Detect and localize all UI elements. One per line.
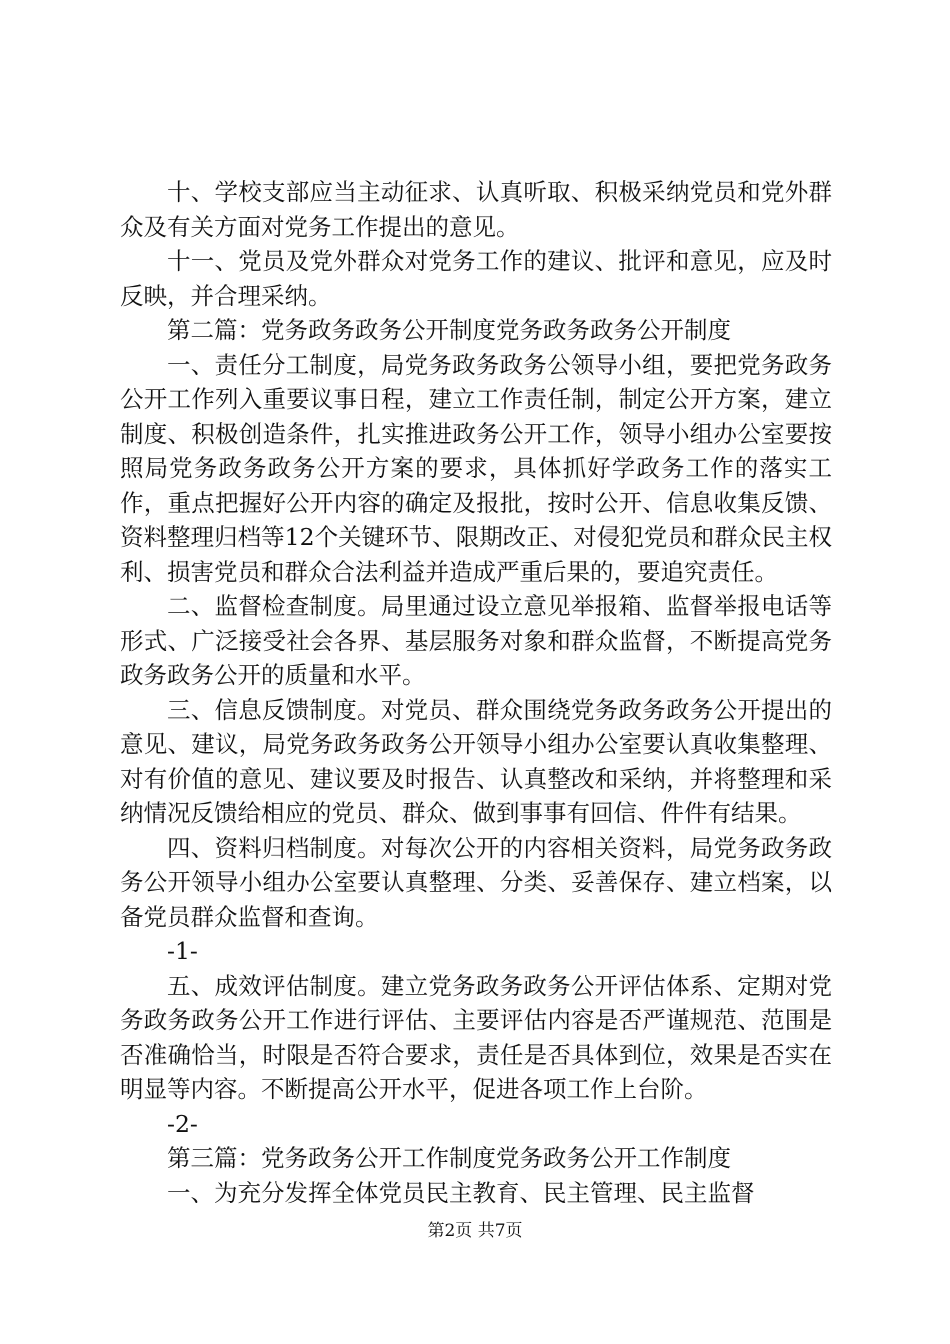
paragraph-democracy: 一、为充分发挥全体党员民主教育、民主管理、民主监督 — [167, 1178, 755, 1207]
paragraph-evaluation: 五、成效评估制度。建立党务政务政务公开评估体系、定期对党务政务政务公开工作进行评估、主要评估内容是否严谨规范、范围是否准确恰当，时限是否符合要求，责任是否具体到位，效果是否实在明显等内容。不断提高公开水平，促进各项工作上台阶。 — [120, 971, 832, 1103]
section-heading-3: 第三篇：党务政务公开工作制度党务政务公开工作制度 — [167, 1144, 731, 1172]
inline-page-marker-1: -1- — [167, 937, 198, 965]
paragraph-responsibility: 一、责任分工制度，局党务政务政务公领导小组，要把党务政务公开工作列入重要议事日程，建立工作责任制，制定公开方案，建立制度、积极创造条件，扎实推进政务公开工作，领导小组办公室要按照局党务政务政务公开方案的要求，具体抓好学政务工作的落实工作，重点把握好公开内容的确定及报批，按时公开、信息收集反馈、资料整理归档等12个关键环节、限期改正、对侵犯党员和群众民主权利、损害党员和群众合法利益并造成严重后果的，要追究责任。 — [120, 350, 832, 586]
inline-page-marker-2: -2- — [167, 1109, 198, 1138]
paragraph-10: 十、学校支部应当主动征求、认真听取、积极采纳党员和党外群众及有关方面对党务工作提出的意见。 — [120, 178, 832, 241]
page-footer: 第2页 共7页 — [427, 1221, 523, 1241]
document-body — [120, 175, 832, 1210]
paragraph-supervision: 二、监督检查制度。局里通过设立意见举报箱、监督举报电话等形式、广泛接受社会各界、基层服务对象和群众监督，不断提高党务政务政务公开的质量和水平。 — [120, 592, 832, 689]
paragraph-archive: 四、资料归档制度。对每次公开的内容相关资料，局党务政务政务公开领导小组办公室要认真整理、分类、妥善保存、建立档案，以备党员群众监督和查询。 — [120, 833, 832, 931]
paragraph-11: 十一、党员及党外群众对党务工作的建议、批评和意见，应及时反映，并合理采纳。 — [120, 247, 832, 310]
paragraph-feedback: 三、信息反馈制度。对党员、群众围绕党务政务政务公开提出的意见、建议，局党务政务政务公开领导小组办公室要认真收集整理、对有价值的意见、建议要及时报告、认真整改和采纳，并将整理和采纳情况反馈给相应的党员、群众、做到事事有回信、件件有结果。 — [120, 695, 832, 827]
section-heading-2: 第二篇：党务政务政务公开制度党务政务政务公开制度 — [167, 316, 731, 344]
